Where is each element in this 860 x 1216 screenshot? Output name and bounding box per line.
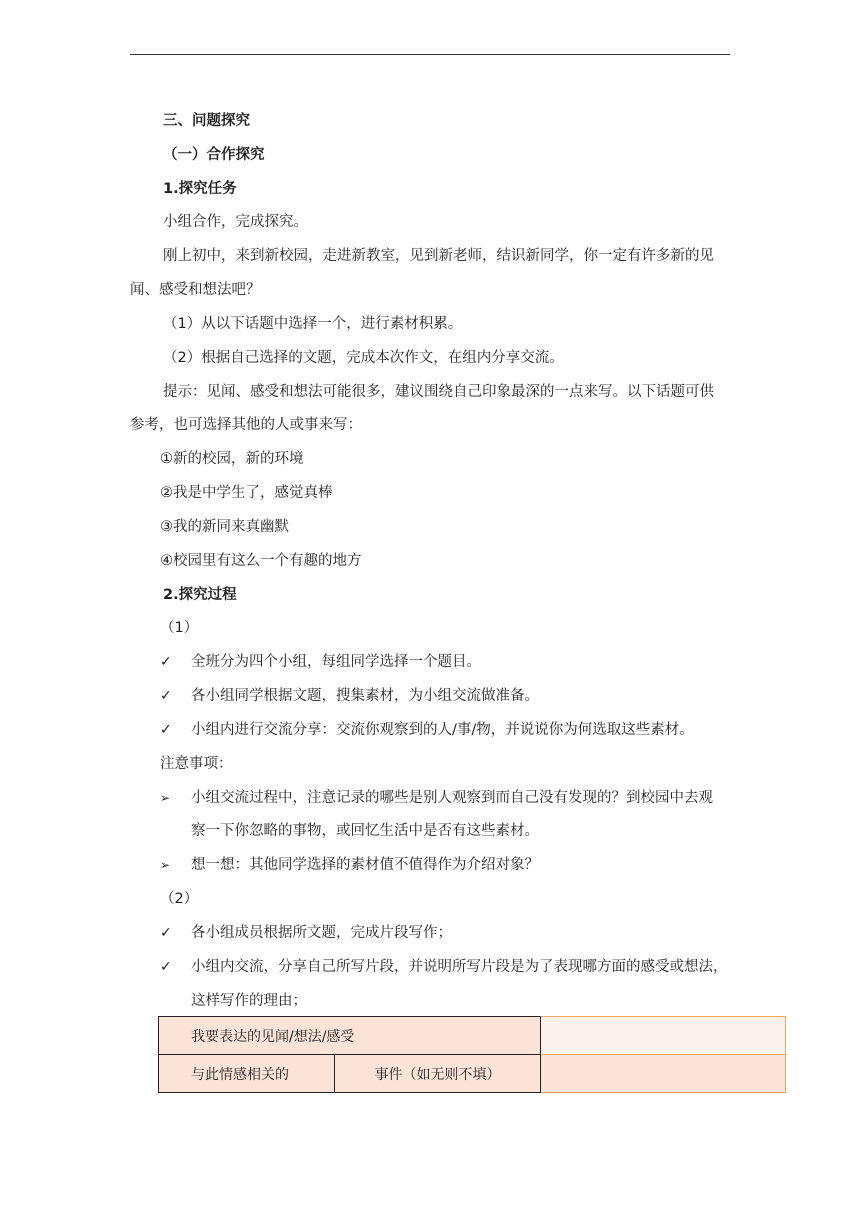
topic-item: ④校园里有这么一个有趣的地方 (160, 553, 362, 569)
part1-item: 各小组同学根据文题，搜集素材，为小组交流做准备。 (191, 688, 539, 704)
part1-item: 小组内进行交流分享：交流你观察到的人/事/物，并说说你为何选取这些素材。 (191, 722, 694, 738)
part2-item1: 各小组成员根据所文题，完成片段写作； (191, 925, 452, 941)
task-step1: （1）从以下话题中选择一个，进行素材积累。 (163, 316, 463, 332)
check-icon: ✓ (160, 925, 172, 941)
arrow-bullet-icon: ➢ (160, 858, 171, 872)
row1-label: 我要表达的见闻/想法/感受 (159, 1017, 541, 1055)
arrow-bullet-icon: ➢ (160, 791, 171, 805)
note2: 想一想：其他同学选择的素材值不值得作为介绍对象？ (191, 857, 539, 873)
check-icon: ✓ (160, 654, 172, 670)
hint-line2: 参考，也可选择其他的人或事来写： (130, 417, 362, 433)
task-step2: （2）根据自己选择的文题，完成本次作文，在组内分享交流。 (163, 350, 564, 366)
row2-mid-label: 事件（如无则不填） (335, 1055, 541, 1093)
task-intro: 小组合作，完成探究。 (163, 214, 308, 230)
check-icon: ✓ (160, 688, 172, 704)
section-heading: 三、问题探究 (163, 113, 250, 129)
row2-input-cell[interactable] (541, 1055, 786, 1093)
subsection-heading: （一）合作探究 (163, 147, 265, 163)
process-title: 2.探究过程 (163, 587, 237, 603)
hint-line1: 提示：见闻、感受和想法可能很多，建议围绕自己印象最深的一点来写。以下话题可供 (163, 384, 714, 400)
part2-item2-line2: 这样写作的理由； (191, 993, 307, 1009)
task-paragraph-line1: 刚上初中，来到新校园，走进新教室，见到新老师，结识新同学，你一定有许多新的见 (163, 248, 714, 264)
part2-item2-line1: 小组内交流，分享自己所写片段，并说明所写片段是为了表现哪方面的感受或想法， (191, 959, 728, 975)
topic-item: ②我是中学生了，感觉真棒 (160, 485, 333, 501)
topic-item: ①新的校园，新的环境 (160, 451, 304, 467)
note1-line1: 小组交流过程中，注意记录的哪些是别人观察到而自己没有发现的？到校园中去观 (191, 790, 713, 806)
table-row (159, 1017, 786, 1055)
check-icon: ✓ (160, 722, 172, 738)
row2-label: 与此情感相关的 (159, 1055, 335, 1093)
task-paragraph-line2: 闻、感受和想法吧？ (130, 282, 261, 298)
notes-label: 注意事项： (160, 756, 233, 772)
part1-item: 全班分为四个小组，每组同学选择一个题目。 (191, 654, 481, 670)
task-title: 1.探究任务 (163, 181, 237, 197)
note1-line2: 察一下你忽略的事物，或回忆生活中是否有这些素材。 (191, 823, 539, 839)
row1-input-cell[interactable] (541, 1017, 786, 1055)
check-icon: ✓ (160, 959, 172, 975)
part1-label: （1） (160, 620, 199, 636)
table-row (159, 1055, 786, 1093)
reflection-table (158, 1016, 786, 1093)
topic-item: ③我的新同来真幽默 (160, 519, 289, 535)
header-rule (130, 54, 730, 55)
part2-label: （2） (160, 891, 199, 907)
